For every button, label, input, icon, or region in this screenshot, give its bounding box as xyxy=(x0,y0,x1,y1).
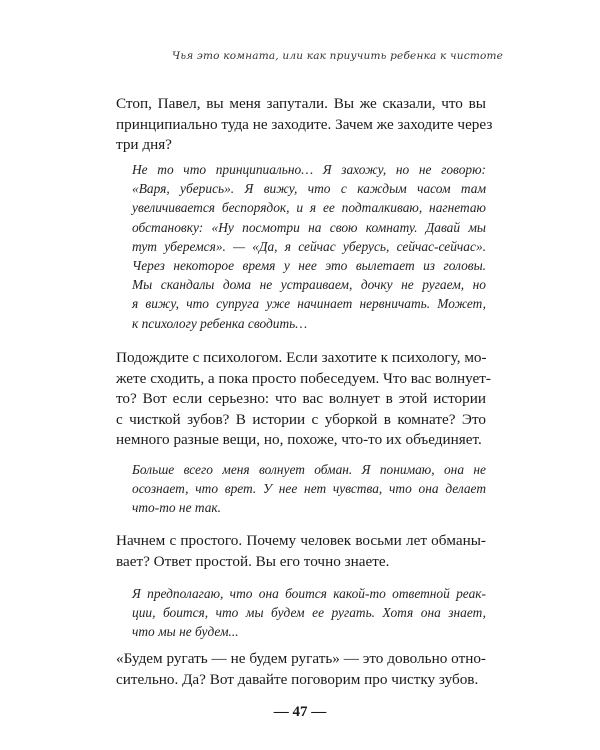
text-line: три дня? xyxy=(116,136,172,153)
text-line: что-то не так. xyxy=(132,500,222,516)
text-line: Подождите с психологом. Если захотите к психологу, мо- xyxy=(116,349,487,366)
paragraph-body-3 xyxy=(116,531,486,572)
text-line: Я предполагаю, что она боится какой-то ответной реак- xyxy=(132,586,486,601)
paragraph-quote-2 xyxy=(132,460,486,518)
text-line: обстановку: «Ну посмотри на свою комнату. Давай мы xyxy=(132,219,486,235)
text-line: жете сходить, а пока просто побеседуем. Что вас волнует- xyxy=(116,369,491,387)
text-line: вает? Ответ простой. Вы его точно знаете. xyxy=(116,552,390,570)
paragraph-body-1 xyxy=(116,94,493,156)
text-line: то? Вот если серьезно: что вас волнует в этой истории xyxy=(116,390,486,407)
paragraph-body-2 xyxy=(116,348,491,451)
paragraph-quote-3 xyxy=(132,584,486,642)
text-line: принципиально туда не заходите. Зачем же заходите через xyxy=(116,115,493,133)
paragraph-quote-1 xyxy=(132,160,486,333)
text-line: немного разные вещи, но, похоже, что-то их объединяет. xyxy=(116,431,482,448)
paragraph-body-4 xyxy=(116,649,486,690)
text-line: Мы скандалы дома не устраиваем, дочку не ругаем, но xyxy=(132,277,486,293)
text-line: Не то что принципиально… Я захожу, но не говорю: xyxy=(132,162,486,177)
running-header: Чья это комната, или как приучить ребенка к чистоте xyxy=(172,50,504,62)
text-line: ции, боится, что мы будем ее ругать. Хотя она знает, xyxy=(132,605,486,621)
text-line: «Будем ругать — не будем ругать» — это довольно отно- xyxy=(116,650,486,667)
text-line: с чисткой зубов? В истории с уборкой в комнате? Это xyxy=(116,410,486,428)
text-line: Через некоторое время у нее это вылетает из головы. xyxy=(132,258,486,274)
text-line: к психологу ребенка сводить… xyxy=(132,315,308,331)
text-line: Начнем с простого. Почему человек восьми лет обманы- xyxy=(116,532,486,549)
text-line: сительно. Да? Вот давайте поговорим про чистку зубов. xyxy=(116,670,479,688)
text-line: увеличивается беспорядок, и я ее подталкиваю, нагнетаю xyxy=(132,200,486,216)
text-line: что мы не будем... xyxy=(132,624,239,640)
text-line: «Варя, уберись». Я вижу, что с каждым часом там xyxy=(132,181,486,197)
text-line: Больше всего меня волнует обман. Я понимаю, она не xyxy=(132,462,486,477)
text-line: Стоп, Павел, вы меня запутали. Вы же сказали, что вы xyxy=(116,95,486,112)
text-line: я вижу, что супруга уже начинает нервничать. Может, xyxy=(132,296,486,312)
page-number: — 47 — xyxy=(273,704,327,720)
text-line: осознает, что врет. У нее нет чувства, что она делает xyxy=(132,481,486,497)
text-line: тут уберемся». — «Да, я сейчас уберусь, сейчас-сейчас». xyxy=(132,238,486,254)
